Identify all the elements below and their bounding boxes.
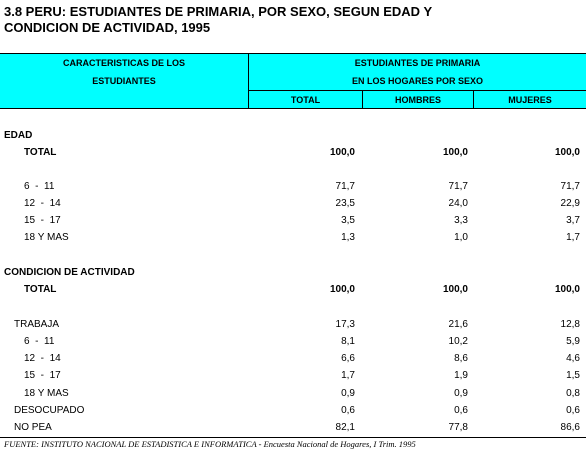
cell-hombres: 0,6 xyxy=(454,405,468,416)
row-label: DESOCUPADO xyxy=(14,405,85,416)
cell-mujeres: 1,7 xyxy=(566,232,580,243)
header-group xyxy=(249,56,586,88)
row-label: 15 - 17 xyxy=(24,215,61,226)
cell-hombres: 100,0 xyxy=(442,284,468,295)
cell-mujeres: 5,9 xyxy=(566,336,580,347)
cell-mujeres: 71,7 xyxy=(560,181,580,192)
cell-total: 100,0 xyxy=(329,147,355,158)
table-row xyxy=(0,128,586,144)
table-row xyxy=(0,334,586,350)
table-row xyxy=(0,368,586,384)
table-row xyxy=(0,282,586,298)
cell-total: 23,5 xyxy=(335,198,355,209)
header-characteristics-line-1: CARACTERISTICAS DE LOS xyxy=(62,58,185,68)
cell-total: 0,6 xyxy=(341,405,355,416)
table-row xyxy=(0,317,586,333)
cell-hombres: 1,0 xyxy=(454,232,468,243)
table-row xyxy=(0,403,586,419)
row-label: 15 - 17 xyxy=(24,370,61,381)
cell-mujeres: 0,8 xyxy=(566,388,580,399)
cell-hombres: 1,9 xyxy=(454,370,468,381)
table-row xyxy=(0,351,586,367)
header-characteristics xyxy=(0,56,248,88)
table-row xyxy=(0,145,586,161)
title-line-1: 3.8 PERU: ESTUDIANTES DE PRIMARIA, POR SEXO, SEGUN EDAD Y xyxy=(4,4,433,19)
cell-total: 100,0 xyxy=(329,284,355,295)
row-label: 12 - 14 xyxy=(24,353,61,364)
cell-hombres: 21,6 xyxy=(448,319,468,330)
table-title xyxy=(4,4,574,36)
header-total: TOTAL xyxy=(290,95,321,105)
header-group-line-2: EN LOS HOGARES POR SEXO xyxy=(351,76,484,86)
cell-mujeres: 100,0 xyxy=(554,147,580,158)
table-row xyxy=(0,230,586,246)
cell-hombres: 3,3 xyxy=(454,215,468,226)
row-label: NO PEA xyxy=(14,422,52,433)
cell-total: 17,3 xyxy=(335,319,355,330)
source-note: FUENTE: INSTITUTO NACIONAL DE ESTADISTICA E INFORMATICA - Encuesta Nacional de Hogares, I Trim. 1995 xyxy=(4,439,416,449)
cell-hombres: 10,2 xyxy=(448,336,468,347)
cell-mujeres: 12,8 xyxy=(560,319,580,330)
row-label: TOTAL xyxy=(24,147,57,158)
row-label: 12 - 14 xyxy=(24,198,61,209)
cell-mujeres: 0,6 xyxy=(566,405,580,416)
cell-total: 71,7 xyxy=(335,181,355,192)
header-subdivider xyxy=(249,90,586,91)
cell-mujeres: 22,9 xyxy=(560,198,580,209)
header-hombres: HOMBRES xyxy=(394,95,441,105)
table-row xyxy=(0,420,586,436)
title-line-2: CONDICION DE ACTIVIDAD, 1995 xyxy=(4,20,211,35)
row-label: 6 - 11 xyxy=(24,336,55,347)
cell-hombres: 71,7 xyxy=(448,181,468,192)
row-label: CONDICION DE ACTIVIDAD xyxy=(4,267,135,278)
cell-total: 1,3 xyxy=(341,232,355,243)
cell-hombres: 0,9 xyxy=(454,388,468,399)
cell-mujeres: 4,6 xyxy=(566,353,580,364)
header-mujeres: MUJERES xyxy=(508,95,552,105)
cell-total: 8,1 xyxy=(341,336,355,347)
cell-total: 1,7 xyxy=(341,370,355,381)
cell-hombres: 24,0 xyxy=(448,198,468,209)
table-row xyxy=(0,196,586,212)
cell-total: 6,6 xyxy=(341,353,355,364)
row-label: TOTAL xyxy=(24,284,57,295)
row-label: 18 Y MAS xyxy=(24,388,69,399)
header-characteristics-line-2: ESTUDIANTES xyxy=(92,76,156,86)
cell-mujeres: 1,5 xyxy=(566,370,580,381)
table-row xyxy=(0,386,586,402)
cell-mujeres: 100,0 xyxy=(554,284,580,295)
cell-hombres: 77,8 xyxy=(448,422,468,433)
row-label: 18 Y MAS xyxy=(24,232,69,243)
row-label: EDAD xyxy=(4,130,33,141)
cell-total: 0,9 xyxy=(341,388,355,399)
cell-total: 82,1 xyxy=(335,422,355,433)
cell-mujeres: 3,7 xyxy=(566,215,580,226)
cell-hombres: 8,6 xyxy=(454,353,468,364)
table-row xyxy=(0,265,586,281)
header-group-line-1: ESTUDIANTES DE PRIMARIA xyxy=(354,58,481,68)
row-label: TRABAJA xyxy=(14,319,60,330)
table-row xyxy=(0,179,586,195)
table-row xyxy=(0,213,586,229)
cell-mujeres: 86,6 xyxy=(560,422,580,433)
cell-hombres: 100,0 xyxy=(442,147,468,158)
table-header xyxy=(0,53,586,109)
row-label: 6 - 11 xyxy=(24,181,55,192)
cell-total: 3,5 xyxy=(341,215,355,226)
